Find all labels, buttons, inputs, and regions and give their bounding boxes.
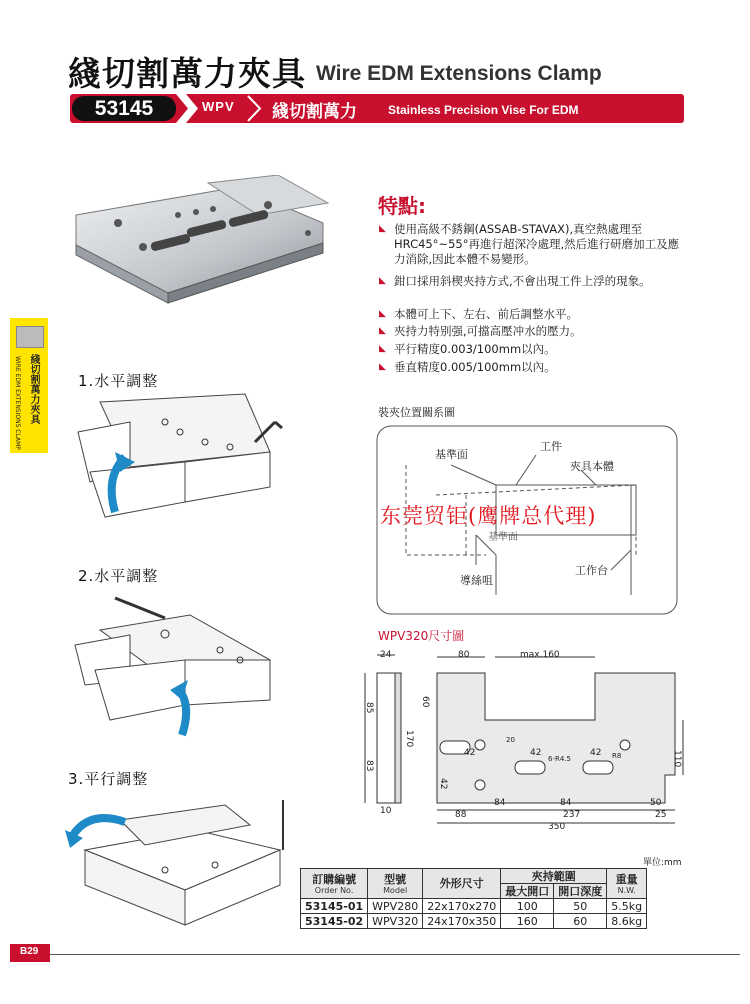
- side-tab-cn: 綫切割萬力夾具: [28, 354, 39, 424]
- side-tab-en: WIRE EDM EXTENSIONS CLAMP: [14, 356, 21, 450]
- subtitle-en: Stainless Precision Vise For EDM: [388, 103, 579, 117]
- feature-text: 鉗口採用斜楔夾持方式,不會出現工件上浮的現象。: [394, 274, 651, 288]
- dim-84-a: 84: [494, 798, 506, 808]
- cell-model: WPV320: [368, 914, 423, 929]
- header-model: 型號 Model: [368, 869, 423, 899]
- dim-237: 237: [563, 810, 581, 820]
- feature-text: 垂直精度0.005/100mm以內。: [394, 360, 556, 374]
- product-photo: [68, 175, 338, 305]
- feature-text: 本體可上下、左右、前后調整水平。: [394, 307, 578, 321]
- label-guide: 導絲咀: [460, 574, 493, 587]
- step-2-illustration: [70, 590, 285, 740]
- dim-85: 85: [364, 702, 374, 714]
- step-3-title: 3.平行調整: [68, 770, 149, 788]
- spec-table: [300, 868, 647, 929]
- dim-max160: max.160: [520, 650, 560, 660]
- header-max-open: 最大開口: [501, 884, 554, 899]
- product-code: 53145: [72, 96, 176, 121]
- watermark: 东莞贸钜(鹰牌总代理): [380, 504, 597, 528]
- feature-item: ◣ 夾持力特别强,可擋高壓冲水的壓力。: [380, 324, 680, 339]
- cell-depth: 60: [554, 914, 607, 929]
- cell-size: 22x170x270: [423, 899, 501, 914]
- header-order: 訂購編號 Order No.: [301, 869, 368, 899]
- label-hidden: 基準面: [488, 532, 518, 543]
- header-range: 夾持範圍: [501, 869, 607, 884]
- cell-order: 53145-01: [301, 899, 368, 914]
- subtitle-cn: 綫切割萬力: [272, 102, 357, 122]
- dim-20: 20: [506, 736, 515, 744]
- step-1-title: 1.水平調整: [78, 372, 159, 390]
- table-row: [301, 899, 647, 914]
- dim-42-c: 42: [590, 748, 602, 758]
- feature-item: ◣ 本體可上下、左右、前后調整水平。: [380, 307, 680, 322]
- page-title-cn: 綫切割萬力夾具: [68, 54, 306, 93]
- dim-80: 80: [458, 650, 470, 660]
- dim-r8: R8: [612, 752, 622, 760]
- dim-350: 350: [548, 822, 566, 832]
- label-clamp-body: 夾具本體: [570, 460, 614, 473]
- dim-24: 24: [380, 650, 392, 660]
- dim-110: 110: [672, 750, 682, 768]
- dim-42-a: 42: [464, 748, 476, 758]
- cell-max-open: 160: [501, 914, 554, 929]
- dim-83: 83: [364, 760, 374, 772]
- feature-text: 夾持力特别强,可擋高壓冲水的壓力。: [394, 324, 582, 338]
- cell-weight: 8.6kg: [607, 914, 647, 929]
- feature-item: ◣ 鉗口採用斜楔夾持方式,不會出現工件上浮的現象。: [380, 274, 680, 289]
- dim-10: 10: [380, 806, 392, 816]
- feature-text: 使用高級不銹鋼(ASSAB-STAVAX),真空熱處理至HRC45°~55°再進行超深冷處理,然后進行研磨加工及應力消除,因此本體不易變形。: [394, 222, 680, 266]
- cell-model: WPV280: [368, 899, 423, 914]
- unit-label: 單位:mm: [643, 858, 682, 868]
- dim-170: 170: [404, 730, 414, 748]
- side-tab-thumbnail: [16, 326, 44, 348]
- dim-42-vertical: 42: [438, 778, 448, 790]
- cell-weight: 5.5kg: [607, 899, 647, 914]
- step-1-illustration: [70, 392, 285, 522]
- page-number-badge: [10, 944, 50, 962]
- dim-60: 60: [420, 696, 430, 708]
- cell-max-open: 100: [501, 899, 554, 914]
- model-label: WPV: [202, 99, 235, 114]
- feature-item: ◣ 使用高級不銹鋼(ASSAB-STAVAX),真空熱處理至HRC45°~55°再進行超深冷處理,然后進行研磨加工及應力消除,因此本體不易變形。: [379, 222, 680, 266]
- feature-text: 平行精度0.003/100mm以內。: [394, 342, 556, 356]
- cell-depth: 50: [554, 899, 607, 914]
- dim-25: 25: [655, 810, 667, 820]
- feature-item: ◣ 平行精度0.003/100mm以內。: [380, 342, 680, 357]
- cell-order: 53145-02: [301, 914, 368, 929]
- dimension-drawing-title: WPV320尺寸圖: [378, 629, 465, 643]
- dim-84-b: 84: [560, 798, 572, 808]
- label-table: 工作台: [575, 564, 608, 577]
- footer-divider: [10, 954, 740, 955]
- features-title: 特點:: [378, 194, 426, 218]
- dim-42-b: 42: [530, 748, 542, 758]
- label-workpiece: 工件: [540, 440, 562, 453]
- header-weight: 重量 N.W.: [607, 869, 647, 899]
- cell-size: 24x170x350: [423, 914, 501, 929]
- table-row: [301, 914, 647, 929]
- header-size: 外形尺寸: [423, 869, 501, 899]
- dim-r45: 6-R4.5: [548, 755, 571, 763]
- header-depth: 開口深度: [554, 884, 607, 899]
- label-datum: 基準面: [435, 448, 468, 461]
- position-diagram-title: 裝夾位置關系圖: [378, 406, 455, 419]
- dim-88: 88: [455, 810, 467, 820]
- page-title-en: Wire EDM Extensions Clamp: [316, 62, 602, 85]
- step-3-illustration: [65, 790, 295, 935]
- page-number: B29: [20, 946, 39, 957]
- feature-item: ◣ 垂直精度0.005/100mm以內。: [380, 360, 680, 375]
- step-2-title: 2.水平調整: [78, 567, 159, 585]
- dim-50: 50: [650, 798, 662, 808]
